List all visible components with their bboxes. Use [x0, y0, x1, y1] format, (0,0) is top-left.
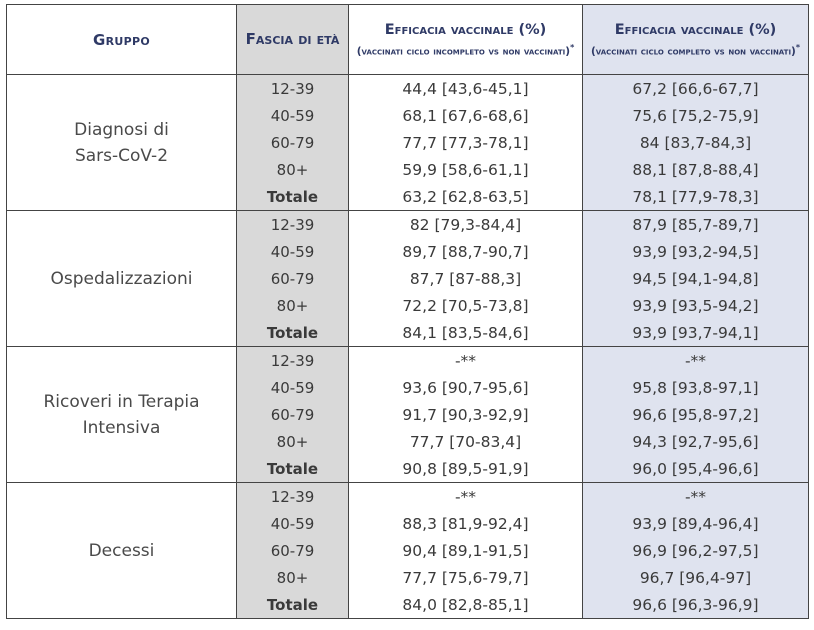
table-row: [7, 347, 809, 375]
efficacy-complete-cell: -**: [583, 347, 809, 375]
efficacy-complete-cell: 95,8 [93,8-97,1]: [583, 374, 809, 401]
group-name: Decessi: [7, 483, 237, 619]
age-band-cell: 12-39: [237, 75, 349, 103]
efficacy-incomplete-cell: 87,7 [87-88,3]: [349, 265, 583, 292]
efficacy-complete-cell: 94,3 [92,7-95,6]: [583, 428, 809, 455]
efficacy-complete-cell: 94,5 [94,1-94,8]: [583, 265, 809, 292]
header-efficacy-incomplete: [349, 5, 583, 75]
efficacy-complete-cell: -**: [583, 483, 809, 511]
vaccine-efficacy-table: [6, 4, 809, 619]
efficacy-complete-cell: 96,9 [96,2-97,5]: [583, 537, 809, 564]
efficacy-complete-cell: 93,9 [89,4-96,4]: [583, 510, 809, 537]
table-body: [7, 75, 809, 619]
table-row: [7, 211, 809, 239]
efficacy-incomplete-cell: 91,7 [90,3-92,9]: [349, 401, 583, 428]
header-efficacy-incomplete-subtitle: (vaccinati ciclo incompleto vs non vaccinati)*: [356, 42, 575, 58]
age-band-cell: 12-39: [237, 347, 349, 375]
age-band-cell: 60-79: [237, 537, 349, 564]
age-band-cell: Totale: [237, 455, 349, 483]
age-band-cell: Totale: [237, 591, 349, 619]
age-band-cell: 80+: [237, 428, 349, 455]
efficacy-incomplete-cell: 77,7 [70-83,4]: [349, 428, 583, 455]
age-band-cell: 60-79: [237, 265, 349, 292]
footnote-mark: *: [795, 42, 801, 52]
header-efficacy-incomplete-title: Efficacia vaccinale (%): [384, 21, 547, 38]
header-row: [7, 5, 809, 75]
age-band-cell: 80+: [237, 564, 349, 591]
efficacy-incomplete-cell: 90,8 [89,5-91,9]: [349, 455, 583, 483]
age-band-cell: 40-59: [237, 102, 349, 129]
age-band-cell: Totale: [237, 183, 349, 211]
header-efficacy-complete: [583, 5, 809, 75]
efficacy-incomplete-cell: 77,7 [77,3-78,1]: [349, 129, 583, 156]
efficacy-incomplete-cell: 90,4 [89,1-91,5]: [349, 537, 583, 564]
efficacy-complete-cell: 96,6 [95,8-97,2]: [583, 401, 809, 428]
efficacy-complete-cell: 96,6 [96,3-96,9]: [583, 591, 809, 619]
efficacy-incomplete-cell: 93,6 [90,7-95,6]: [349, 374, 583, 401]
age-band-cell: 40-59: [237, 374, 349, 401]
efficacy-complete-cell: 75,6 [75,2-75,9]: [583, 102, 809, 129]
efficacy-complete-cell: 88,1 [87,8-88,4]: [583, 156, 809, 183]
efficacy-incomplete-cell: 88,3 [81,9-92,4]: [349, 510, 583, 537]
header-efficacy-complete-subtitle: (vaccinati ciclo completo vs non vaccinati)*: [590, 42, 801, 58]
age-band-cell: 80+: [237, 292, 349, 319]
efficacy-complete-cell: 96,0 [95,4-96,6]: [583, 455, 809, 483]
efficacy-incomplete-cell: 77,7 [75,6-79,7]: [349, 564, 583, 591]
group-name: Ricoveri in Terapia Intensiva: [7, 347, 237, 483]
age-band-cell: 80+: [237, 156, 349, 183]
age-band-cell: 60-79: [237, 129, 349, 156]
age-band-cell: 12-39: [237, 483, 349, 511]
efficacy-complete-cell: 67,2 [66,6-67,7]: [583, 75, 809, 103]
efficacy-incomplete-cell: 68,1 [67,6-68,6]: [349, 102, 583, 129]
efficacy-incomplete-cell: -**: [349, 483, 583, 511]
header-group: Gruppo: [7, 5, 237, 75]
age-band-cell: Totale: [237, 319, 349, 347]
header-age-band: Fascia di età: [237, 5, 349, 75]
group-name: Ospedalizzazioni: [7, 211, 237, 347]
footnote-mark: *: [570, 42, 575, 52]
age-band-cell: 40-59: [237, 238, 349, 265]
efficacy-incomplete-cell: 59,9 [58,6-61,1]: [349, 156, 583, 183]
efficacy-complete-cell: 93,9 [93,7-94,1]: [583, 319, 809, 347]
efficacy-incomplete-cell: 63,2 [62,8-63,5]: [349, 183, 583, 211]
efficacy-incomplete-cell: 44,4 [43,6-45,1]: [349, 75, 583, 103]
efficacy-complete-cell: 93,9 [93,2-94,5]: [583, 238, 809, 265]
efficacy-incomplete-cell: 82 [79,3-84,4]: [349, 211, 583, 239]
efficacy-incomplete-cell: -**: [349, 347, 583, 375]
header-efficacy-complete-title: Efficacia vaccinale (%): [614, 21, 777, 38]
efficacy-incomplete-cell: 84,0 [82,8-85,1]: [349, 591, 583, 619]
table-row: [7, 75, 809, 103]
efficacy-complete-cell: 78,1 [77,9-78,3]: [583, 183, 809, 211]
efficacy-complete-cell: 87,9 [85,7-89,7]: [583, 211, 809, 239]
efficacy-incomplete-cell: 84,1 [83,5-84,6]: [349, 319, 583, 347]
efficacy-incomplete-cell: 72,2 [70,5-73,8]: [349, 292, 583, 319]
age-band-cell: 60-79: [237, 401, 349, 428]
efficacy-complete-cell: 84 [83,7-84,3]: [583, 129, 809, 156]
group-name: Diagnosi di Sars-CoV-2: [7, 75, 237, 211]
efficacy-incomplete-cell: 89,7 [88,7-90,7]: [349, 238, 583, 265]
table-row: [7, 483, 809, 511]
efficacy-complete-cell: 93,9 [93,5-94,2]: [583, 292, 809, 319]
age-band-cell: 40-59: [237, 510, 349, 537]
age-band-cell: 12-39: [237, 211, 349, 239]
efficacy-complete-cell: 96,7 [96,4-97]: [583, 564, 809, 591]
